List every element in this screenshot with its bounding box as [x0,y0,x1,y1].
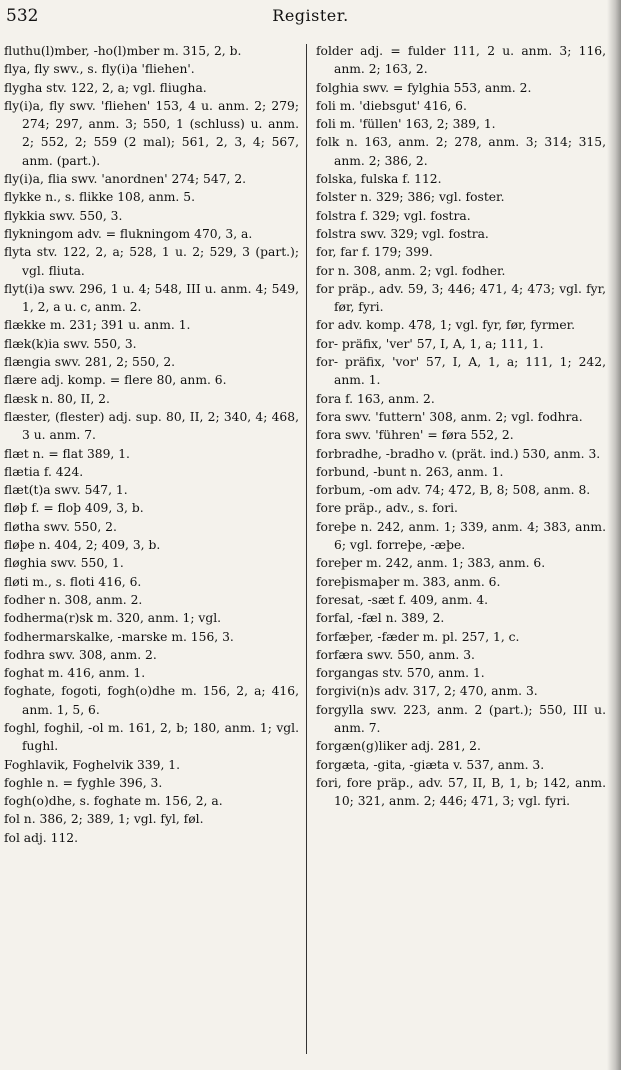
index-entry: fora f. 163, anm. 2. [316,391,435,406]
index-entry: folghia swv. = fylghia 553, anm. 2. [316,80,532,95]
index-entry: forgæn(g)liker adj. 281, 2. [316,739,481,754]
index-entry: foli m. 'füllen' 163, 2; 389, 1. [316,117,496,132]
index-entry: foli m. 'diebsgut' 416, 6. [316,98,467,113]
index-entry: foghat m. 416, anm. 1. [4,666,146,681]
index-entry: flætia f. 424. [4,464,84,479]
index-entry: fora swv. 'futtern' 308, anm. 2; vgl. fodhra. [316,409,583,424]
index-entry: flængia swv. 281, 2; 550, 2. [4,355,176,370]
index-entry: fol n. 386, 2; 389, 1; vgl. fyl, føl. [4,812,204,827]
index-entry: flykke n., s. flikke 108, anm. 5. [4,190,195,205]
index-entry: fogh(o)dhe, s. foghate m. 156, 2, a. [4,794,223,809]
index-entry: for präp., adv. 59, 3; 446; 471, 4; 473; vgl. fyr, før, fyri. [316,281,606,315]
index-entry: fodhermarskalke, -marske m. 156, 3. [4,629,234,644]
index-entry: flykningom adv. = flukningom 470, 3, a. [4,226,253,241]
index-entry: fodher n. 308, anm. 2. [4,592,143,607]
index-entry: folster n. 329; 386; vgl. foster. [316,190,505,205]
right-column [316,42,606,810]
index-entry: flyta stv. 122, 2, a; 528, 1 u. 2; 529, 3 (part.); vgl. fliuta. [4,245,299,278]
index-entry: fol adj. 112. [4,830,79,845]
page-title: Register. [272,6,349,25]
index-entry: flære adj. komp. = flere 80, anm. 6. [4,373,227,388]
index-entry: forgæta, -gita, -giæta v. 537, anm. 3. [316,757,545,772]
index-entry: forgivi(n)s adv. 317, 2; 470, anm. 3. [316,684,538,699]
index-entry: fly(i)a, fly swv. 'fliehen' 153, 4 u. anm. 2; 279; 274; 297, anm. 3; 550, 1 (schluss) u. anm. 2; 552, 2; 559 (2 mal); 561, 2, 3, 4; 567, anm. (part.). [4,98,299,168]
index-entry: folstra f. 329; vgl. fostra. [316,208,471,223]
index-entry: flæt(t)a swv. 547, 1. [4,483,128,498]
index-entry: fori, fore präp., adv. 57, II, B, 1, b; 142, anm. 10; 321, anm. 2; 446; 471, 3; vgl. fyri. [316,775,606,809]
left-column [4,42,299,847]
index-entry: fly(i)a, flia swv. 'anordnen' 274; 547, 2. [4,172,247,187]
index-entry: flykkia swv. 550, 3. [4,208,123,223]
index-entry: flæsk n. 80, II, 2. [4,391,110,406]
index-entry: forfæþer, -fæder m. pl. 257, 1, c. [316,629,520,644]
index-entry: flæt n. = flat 389, 1. [4,446,130,461]
index-entry: forfal, -fæl n. 389, 2. [316,611,445,626]
index-entry: fodherma(r)sk m. 320, anm. 1; vgl. [4,611,222,626]
index-entry: fløþ f. = floþ 409, 3, b. [4,501,144,516]
index-entry: flæk(k)ia swv. 550, 3. [4,336,137,351]
index-entry: fløþe n. 404, 2; 409, 3, b. [4,538,161,553]
index-entry: for n. 308, anm. 2; vgl. fodher. [316,263,506,278]
page-header [0,2,621,32]
index-entry: flygha stv. 122, 2, a; vgl. fliugha. [4,80,207,95]
index-entry: flya, fly swv., s. fly(i)a 'fliehen'. [4,62,195,77]
index-entry: fore präp., adv., s. fori. [316,501,458,516]
index-entry: fløti m., s. floti 416, 6. [4,574,142,589]
index-entry: foghle n. = fyghle 396, 3. [4,775,163,790]
index-entry: fløghia swv. 550, 1. [4,556,124,571]
index-entry: forfæra swv. 550, anm. 3. [316,647,475,662]
index-entry: for- präfix, 'ver' 57, I, A, 1, a; 111, 1. [316,336,544,351]
index-entry: fodhra swv. 308, anm. 2. [4,647,157,662]
index-entry: forgangas stv. 570, anm. 1. [316,666,485,681]
index-entry: flyt(i)a swv. 296, 1 u. 4; 548, III u. anm. 4; 549, 1, 2, a u. c, anm. 2. [4,281,299,315]
index-entry: folk n. 163, anm. 2; 278, anm. 3; 314; 315, anm. 2; 386, 2. [316,135,606,168]
index-entry: for, far f. 179; 399. [316,245,433,260]
index-entry: for- präfix, 'vor' 57, I, A, 1, a; 111, 1; 242, anm. 1. [316,355,606,388]
index-entry: folstra swv. 329; vgl. fostra. [316,226,489,241]
index-entry: Foghlavik, Foghelvik 339, 1. [4,757,180,772]
index-entry: foreþer m. 242, anm. 1; 383, anm. 6. [316,556,546,571]
index-entry: fora swv. 'führen' = føra 552, 2. [316,428,514,443]
index-entry: fluthu(l)mber, -ho(l)mber m. 315, 2, b. [4,44,242,58]
index-entry: foghl, foghil, -ol m. 161, 2, b; 180, anm. 1; vgl. fughl. [4,720,299,754]
index-entry: foreþismaþer m. 383, anm. 6. [316,574,501,589]
index-entry: forbund, -bunt n. 263, anm. 1. [316,464,504,479]
index-entry: folder adj. = fulder 111, 2 u. anm. 3; 116, anm. 2; 163, 2. [316,44,606,77]
index-entry: forbradhe, -bradho v. (prät. ind.) 530, anm. 3. [316,446,601,461]
index-entry: foghate, fogoti, fogh(o)dhe m. 156, 2, a; 416, anm. 1, 5, 6. [4,684,299,717]
column-divider [306,44,307,1054]
index-entry: foresat, -sæt f. 409, anm. 4. [316,592,489,607]
page-edge-shadow [607,0,621,1070]
index-entry: folska, fulska f. 112. [316,172,442,187]
page-number: 532 [6,6,39,26]
index-entry: for adv. komp. 478, 1; vgl. fyr, før, fyrmer. [316,318,576,333]
index-entry: forbum, -om adv. 74; 472, B, 8; 508, anm. 8. [316,483,591,498]
index-entry: foreþe n. 242, anm. 1; 339, anm. 4; 383, anm. 6; vgl. forreþe, -æþe. [316,519,606,553]
index-entry: forgylla swv. 223, anm. 2 (part.); 550, III u. anm. 7. [316,702,606,735]
index-entry: flæster, (flester) adj. sup. 80, II, 2; 340, 4; 468, 3 u. anm. 7. [4,409,299,443]
index-entry: fløtha swv. 550, 2. [4,519,117,534]
index-entry: flække m. 231; 391 u. anm. 1. [4,318,191,333]
